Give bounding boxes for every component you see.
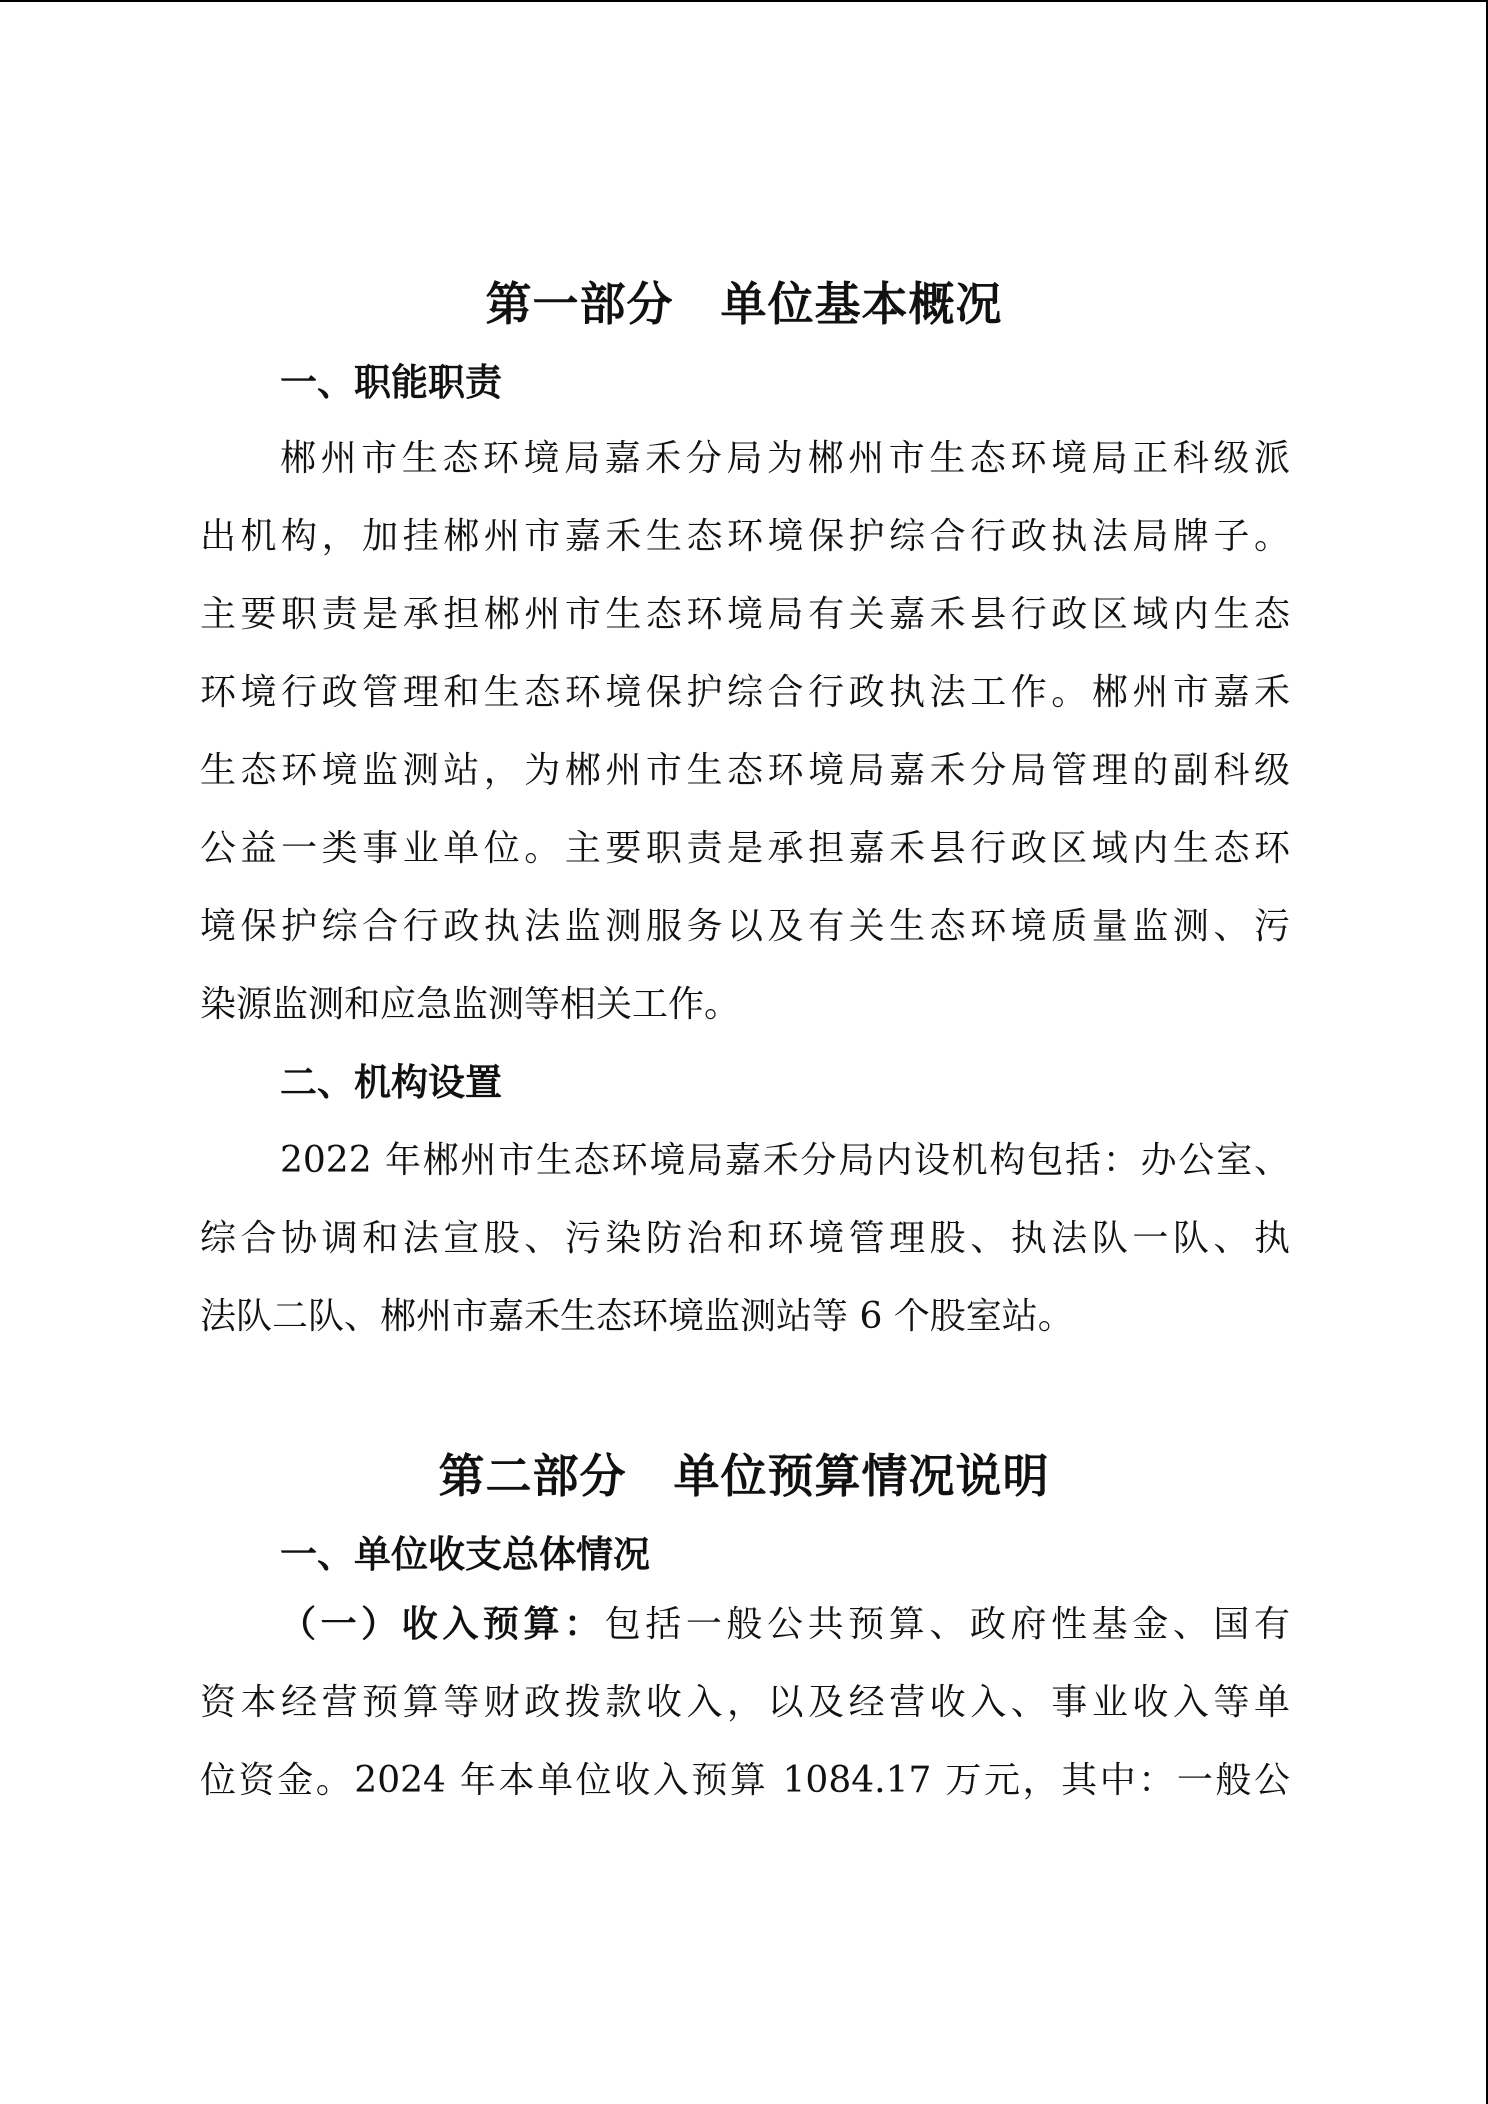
paragraph-line: 境保护综合行政执法监测服务以及有关生态环境质量监测、污 — [200, 906, 1290, 947]
paragraph-line: 综合协调和法宣股、污染防治和环境管理股、执法队一队、执 — [200, 1218, 1290, 1259]
part2-title: 第二部分 单位预算情况说明 — [438, 1449, 1050, 1503]
paragraph-line: 环境行政管理和生态环境保护综合行政执法工作。郴州市嘉禾 — [200, 672, 1290, 713]
paragraph-line-income — [280, 1600, 1290, 1650]
paragraph-line: 公益一类事业单位。主要职责是承担嘉禾县行政区域内生态环 — [200, 828, 1290, 869]
paragraph-line: 生态环境监测站，为郴州市生态环境局嘉禾分局管理的副科级 — [200, 750, 1290, 791]
income-budget-text: 包括一般公共预算、政府性基金、国有 — [604, 1604, 1290, 1645]
part1-title: 第一部分 单位基本概况 — [485, 277, 1003, 331]
section-heading-organization: 二、机构设置 — [280, 1061, 502, 1104]
paragraph-line: 主要职责是承担郴州市生态环境局有关嘉禾县行政区域内生态 — [200, 594, 1290, 635]
paragraph-line: 资本经营预算等财政拨款收入，以及经营收入、事业收入等单 — [200, 1682, 1290, 1723]
paragraph-line: 位资金。2024 年本单位收入预算 1084.17 万元，其中：一般公 — [200, 1760, 1290, 1801]
section-heading-overview: 一、单位收支总体情况 — [280, 1533, 650, 1576]
section-heading-duties: 一、职能职责 — [280, 361, 502, 404]
paragraph-line: 染源监测和应急监测等相关工作。 — [200, 984, 741, 1025]
paragraph-line: 出机构，加挂郴州市嘉禾生态环境保护综合行政执法局牌子。 — [200, 516, 1290, 557]
paragraph-line: 2022 年郴州市生态环境局嘉禾分局内设机构包括：办公室、 — [280, 1140, 1290, 1181]
paragraph-line: 郴州市生态环境局嘉禾分局为郴州市生态环境局正科级派 — [280, 438, 1290, 479]
income-budget-label: （一）收入预算： — [280, 1604, 605, 1645]
paragraph-line: 法队二队、郴州市嘉禾生态环境监测站等 6 个股室站。 — [200, 1296, 1074, 1337]
